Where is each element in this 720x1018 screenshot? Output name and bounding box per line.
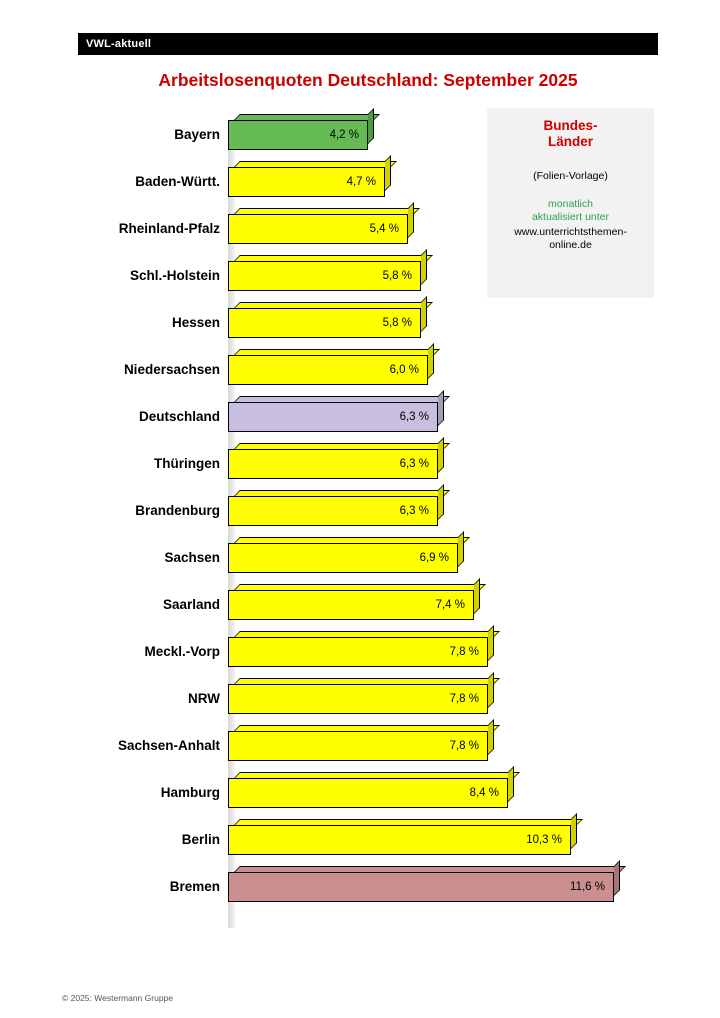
bar-front-face (228, 778, 508, 808)
bar-value-label: 4,2 % (329, 129, 359, 141)
chart-row (0, 637, 720, 684)
bar-value-label: 11,6 % (570, 881, 605, 893)
bar (228, 214, 408, 244)
bar (228, 872, 614, 902)
header-tag: VWL-aktuell (86, 38, 152, 50)
chart-row (0, 167, 720, 214)
bar (228, 496, 438, 526)
bar-value-label: 6,3 % (399, 458, 429, 470)
bar (228, 825, 571, 855)
bar-value-label: 8,4 % (469, 787, 499, 799)
bar-side-face (474, 578, 480, 614)
bar-side-face (488, 672, 494, 708)
bar-front-face (228, 120, 368, 150)
bar-value-label: 5,4 % (369, 223, 399, 235)
bar-side-face (488, 625, 494, 661)
bar-value-label: 6,3 % (399, 411, 429, 423)
bar-chart (0, 120, 720, 940)
bar (228, 167, 385, 197)
bar (228, 637, 488, 667)
bar (228, 261, 421, 291)
category-label: Bayern (174, 127, 220, 142)
chart-row (0, 778, 720, 825)
bar-value-label: 6,3 % (399, 505, 429, 517)
bar-value-label: 6,0 % (389, 364, 419, 376)
bar-value-label: 7,8 % (449, 693, 479, 705)
category-label: Hessen (171, 315, 220, 330)
copyright-footer: © 2025: Westermann Gruppe (62, 993, 173, 1003)
chart-row (0, 684, 720, 731)
bar-side-face (438, 437, 444, 473)
category-label: Schl.-Holstein (129, 268, 220, 283)
bar-front-face (228, 590, 474, 620)
bar-value-label: 7,4 % (435, 599, 465, 611)
info-box-green-line1: monatlich (548, 198, 593, 210)
category-label: Berlin (181, 832, 220, 847)
chart-row (0, 355, 720, 402)
bar-side-face (508, 766, 514, 802)
category-label: Niedersachsen (123, 362, 220, 377)
bar-front-face (228, 731, 488, 761)
bar-side-face (614, 860, 620, 896)
bar-value-label: 5,8 % (382, 270, 412, 282)
category-label: Brandenburg (135, 503, 220, 518)
bar-value-label: 6,9 % (419, 552, 449, 564)
chart-row (0, 872, 720, 919)
bar (228, 543, 458, 573)
bar-front-face (228, 825, 571, 855)
category-label: Bremen (169, 879, 220, 894)
bar-front-face (228, 355, 428, 385)
category-label: Deutschland (138, 409, 220, 424)
chart-row (0, 731, 720, 778)
bar-side-face (408, 202, 414, 238)
bar (228, 449, 438, 479)
page-title: Arbeitslosenquoten Deutschland: September 2025 (158, 70, 578, 90)
bar-side-face (368, 108, 374, 144)
chart-row (0, 261, 720, 308)
bar-side-face (421, 296, 427, 332)
bar (228, 731, 488, 761)
bar-value-label: 4,7 % (346, 176, 376, 188)
header-bar (78, 33, 658, 55)
bar-side-face (421, 249, 427, 285)
category-label: NRW (188, 691, 220, 706)
bar-side-face (385, 155, 391, 191)
chart-row (0, 590, 720, 637)
category-label: Hamburg (160, 785, 220, 800)
info-box-url-line2: online.de (549, 239, 592, 251)
bar-side-face (571, 813, 577, 849)
bar-front-face (228, 402, 438, 432)
bar-front-face (228, 684, 488, 714)
category-label: Meckl.-Vorp (144, 644, 220, 659)
info-box-title-line2: Länder (547, 134, 593, 149)
chart-row (0, 120, 720, 167)
bar (228, 402, 438, 432)
bar-front-face (228, 449, 438, 479)
bar-side-face (438, 390, 444, 426)
bar-side-face (438, 484, 444, 520)
bar-front-face (228, 261, 421, 291)
category-label: Rheinland-Pfalz (118, 221, 220, 236)
bar (228, 308, 421, 338)
chart-row (0, 214, 720, 261)
bar-front-face (228, 167, 385, 197)
category-label: Sachsen-Anhalt (117, 738, 220, 753)
bar-front-face (228, 543, 458, 573)
chart-row (0, 496, 720, 543)
bar (228, 590, 474, 620)
bar-value-label: 7,8 % (449, 646, 479, 658)
info-box-url-line1: www.unterrichtsthemen- (514, 226, 627, 238)
info-box-subtitle: (Folien-Vorlage) (533, 170, 608, 182)
bar-side-face (458, 531, 464, 567)
bar-side-face (428, 343, 434, 379)
chart-row (0, 402, 720, 449)
bar-front-face (228, 214, 408, 244)
bar-front-face (228, 637, 488, 667)
chart-row (0, 449, 720, 496)
chart-row (0, 825, 720, 872)
category-label: Thüringen (154, 456, 220, 471)
bar (228, 684, 488, 714)
bar-value-label: 10,3 % (526, 834, 562, 846)
bar-front-face (228, 496, 438, 526)
bar-front-face (228, 872, 614, 902)
category-label: Saarland (162, 597, 220, 612)
bar (228, 778, 508, 808)
bar-front-face (228, 308, 421, 338)
info-box-title-line1: Bundes- (543, 118, 598, 133)
bar-value-label: 7,8 % (449, 740, 479, 752)
category-label: Baden-Württ. (135, 174, 220, 189)
bar (228, 120, 368, 150)
chart-row (0, 543, 720, 590)
category-label: Sachsen (164, 550, 220, 565)
bar-value-label: 5,8 % (382, 317, 412, 329)
bar-side-face (488, 719, 494, 755)
info-box-green-line2: aktualisiert unter (531, 211, 610, 223)
bar (228, 355, 428, 385)
chart-row (0, 308, 720, 355)
